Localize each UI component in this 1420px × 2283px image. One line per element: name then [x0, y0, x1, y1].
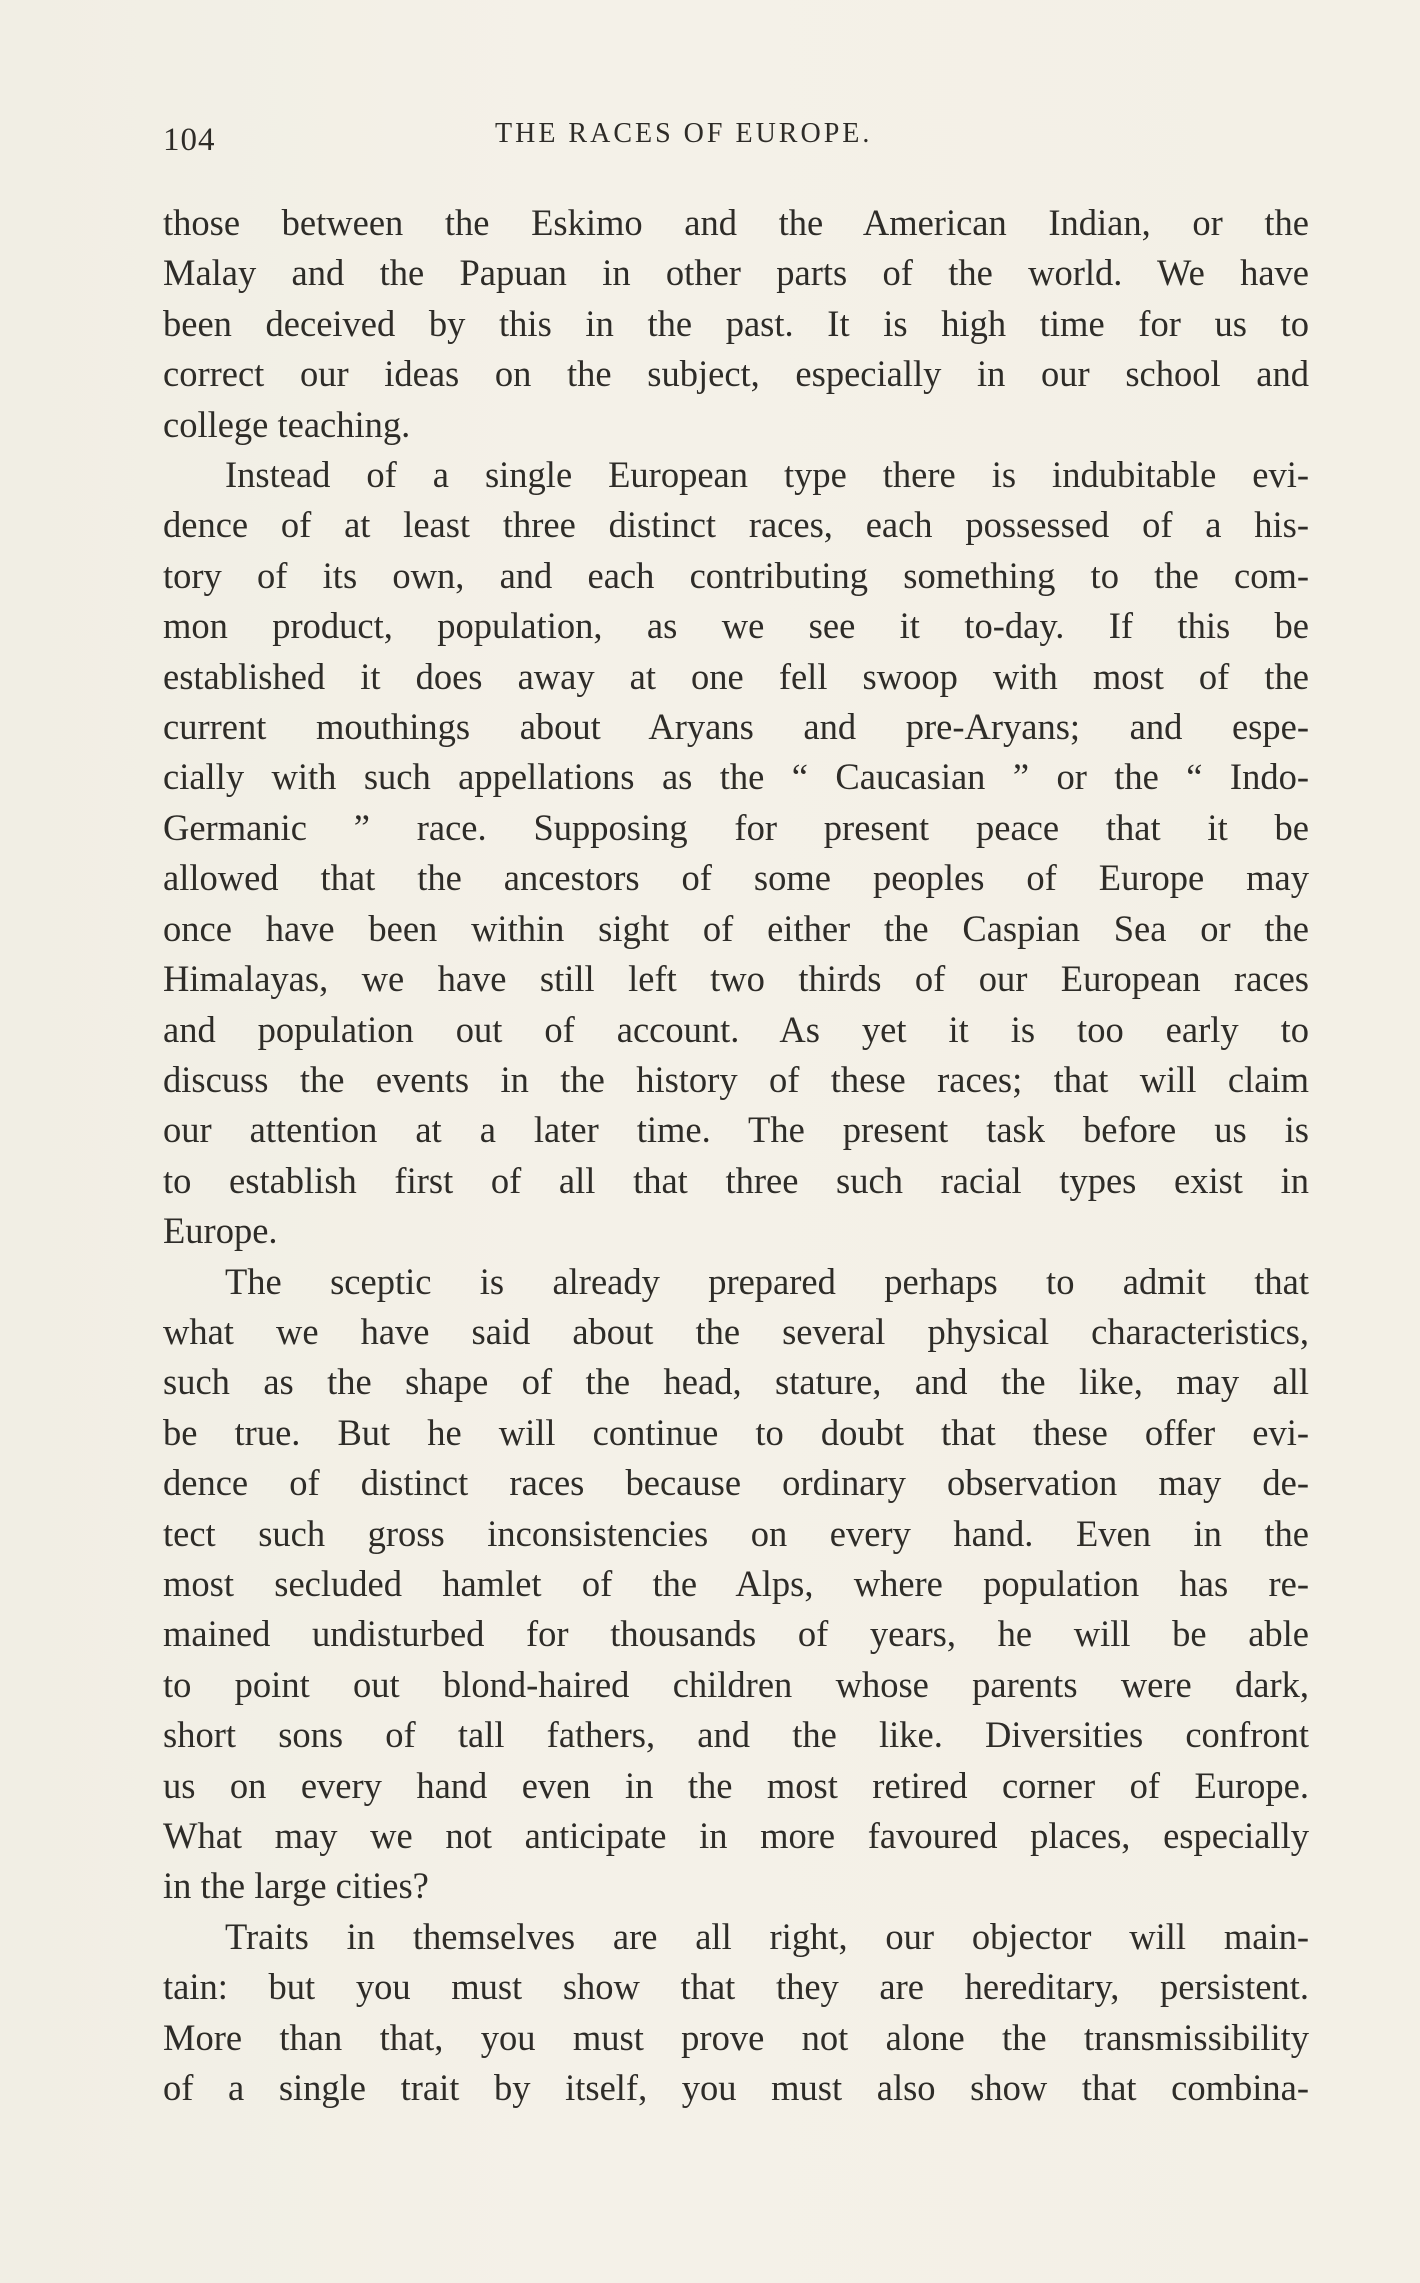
text-line: tect such gross inconsistencies on every hand. Even in the — [163, 1512, 1309, 1554]
text-line: our attention at a later time. The present task before us is — [163, 1109, 1309, 1151]
paragraph — [163, 450, 1309, 1257]
text-line: been deceived by this in the past. It is high time for us to — [163, 302, 1309, 344]
text-line: to establish first of all that three such racial types exist in — [163, 1159, 1309, 1201]
text-line: of a single trait by itself, you must also show that combina- — [163, 2067, 1309, 2109]
text-line: once have been within sight of either the Caspian Sea or the — [163, 907, 1309, 949]
text-line: dence of distinct races because ordinary observation may de- — [163, 1462, 1309, 1504]
text-line: and population out of account. As yet it is too early to — [163, 1008, 1309, 1050]
text-line: such as the shape of the head, stature, and the like, may all — [163, 1361, 1309, 1403]
text-line: what we have said about the several physical characteristics, — [163, 1310, 1309, 1352]
text-line: tory of its own, and each contributing something to the com- — [163, 554, 1309, 596]
text-line: tain: but you must show that they are hereditary, persistent. — [163, 1966, 1309, 2008]
text-line: Instead of a single European type there is indubitable evi- — [225, 454, 1309, 496]
text-line: be true. But he will continue to doubt that these offer evi- — [163, 1411, 1309, 1453]
text-line: correct our ideas on the subject, especially in our school and — [163, 353, 1309, 395]
page-number: 104 — [163, 122, 216, 158]
running-head: THE RACES OF EUROPE. — [495, 118, 873, 149]
text-line: in the large cities? — [163, 1865, 429, 1907]
text-line: college teaching. — [163, 403, 411, 445]
text-line: to point out blond-haired children whose parents were dark, — [163, 1663, 1309, 1705]
text-line: Europe. — [163, 1210, 278, 1252]
text-line: Malay and the Papuan in other parts of the world. We have — [163, 252, 1309, 294]
text-line: us on every hand even in the most retired corner of Europe. — [163, 1764, 1309, 1806]
page-header — [163, 112, 1309, 162]
paragraph — [163, 1257, 1309, 1912]
text-line: Traits in themselves are all right, our objector will main- — [225, 1915, 1309, 1957]
text-line: current mouthings about Aryans and pre-Aryans; and espe- — [163, 706, 1309, 748]
text-line: cially with such appellations as the “ Caucasian ” or the “ Indo- — [163, 756, 1309, 798]
text-line: mon product, population, as we see it to-day. If this be — [163, 605, 1309, 647]
text-line: Germanic ” race. Supposing for present peace that it be — [163, 806, 1309, 848]
text-line: short sons of tall fathers, and the like. Diversities confront — [163, 1714, 1309, 1756]
text-line: established it does away at one fell swoop with most of the — [163, 655, 1309, 697]
text-line: most secluded hamlet of the Alps, where population has re- — [163, 1562, 1309, 1604]
body-text — [163, 198, 1309, 2113]
text-line: those between the Eskimo and the American Indian, or the — [163, 202, 1309, 243]
text-line: mained undisturbed for thousands of years, he will be able — [163, 1613, 1309, 1655]
text-line: allowed that the ancestors of some peoples of Europe may — [163, 857, 1309, 899]
paragraph — [163, 198, 1309, 450]
text-line: More than that, you must prove not alone the transmissibility — [163, 2016, 1309, 2058]
text-line: What may we not anticipate in more favoured places, especially — [163, 1815, 1309, 1856]
paragraph — [163, 1912, 1309, 2114]
text-line: Himalayas, we have still left two thirds of our European races — [163, 958, 1309, 1000]
text-line: The sceptic is already prepared perhaps to admit that — [225, 1260, 1309, 1302]
text-line: discuss the events in the history of these races; that will claim — [163, 1058, 1309, 1100]
text-line: dence of at least three distinct races, each possessed of a his- — [163, 504, 1309, 546]
